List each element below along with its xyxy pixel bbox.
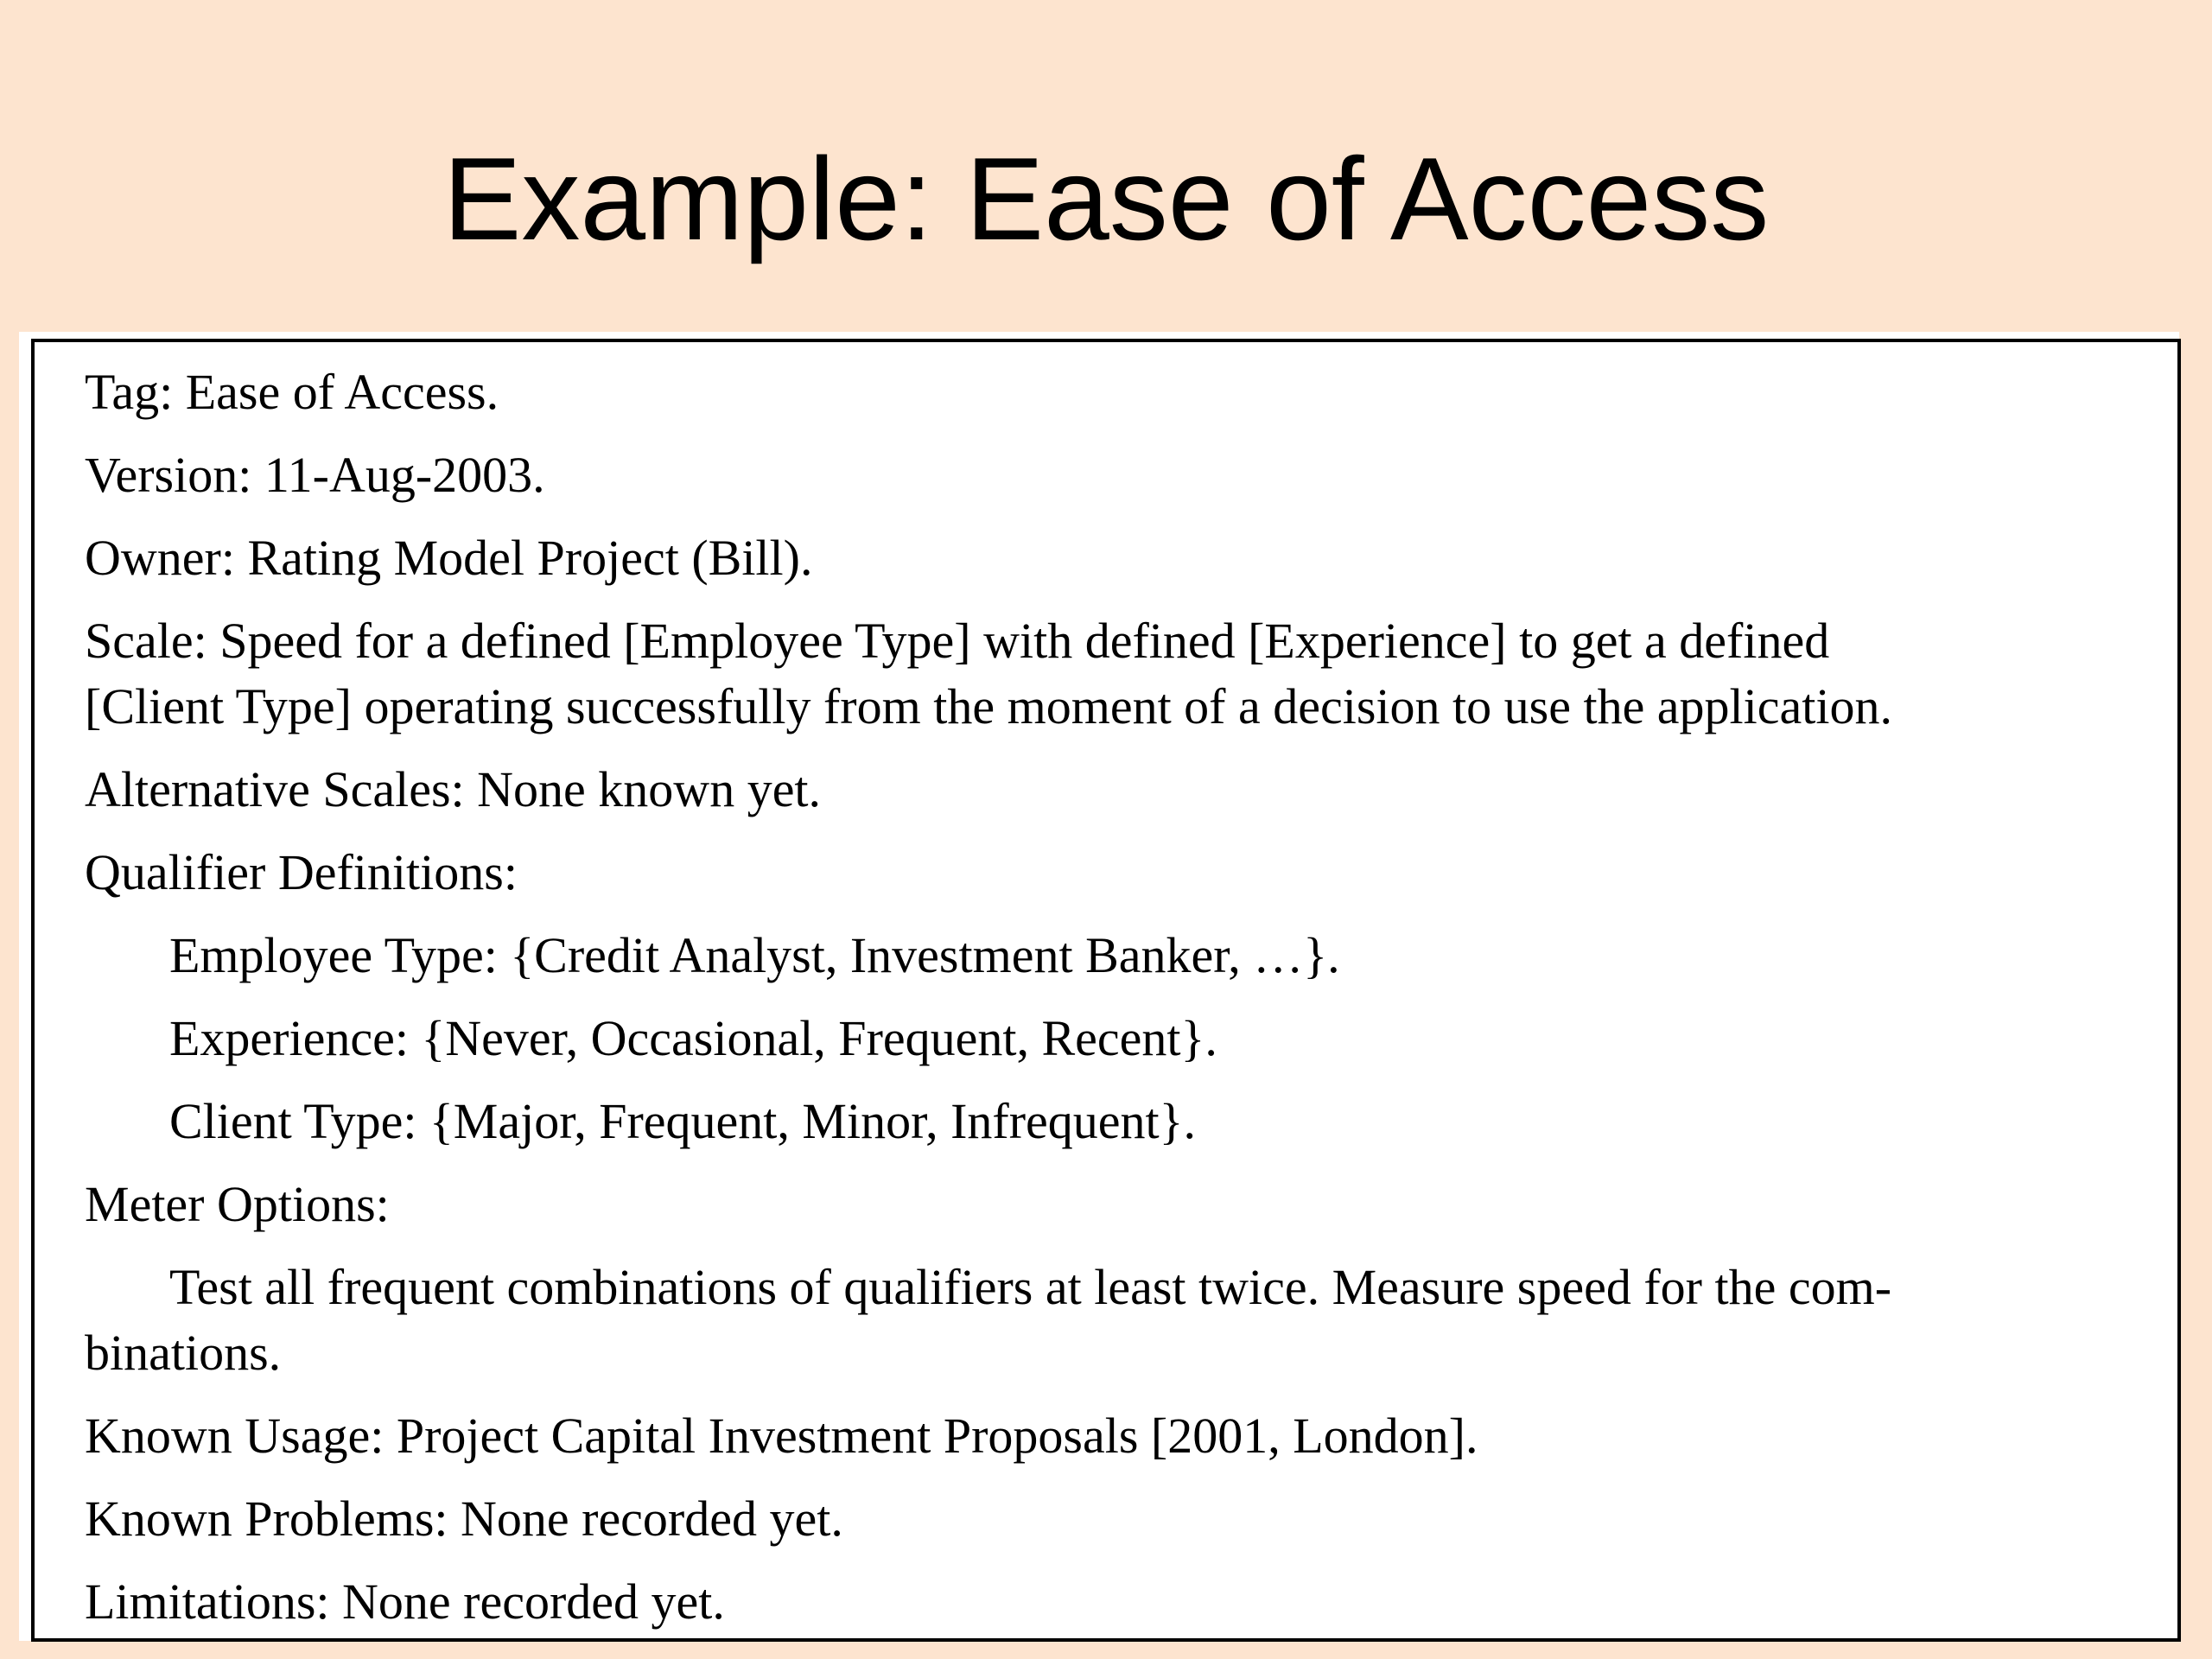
alternative-scales-line: Alternative Scales: None known yet. <box>85 761 822 817</box>
slide-title: Example: Ease of Access <box>442 133 1770 264</box>
owner-line: Owner: Rating Model Project (Bill). <box>85 530 813 586</box>
tag-line: Tag: Ease of Access. <box>85 364 499 420</box>
document-frame <box>31 339 2181 1642</box>
qualifier-definitions-heading: Qualifier Definitions: <box>85 844 518 900</box>
scale-line-2: [Client Type] operating successfully from the moment of a decision to use the application. <box>85 678 1892 734</box>
limitations-line: Limitations: None recorded yet. <box>85 1573 725 1630</box>
known-usage-line: Known Usage: Project Capital Investment Proposals [2001, London]. <box>85 1408 1478 1464</box>
meter-options-line-2: binations. <box>85 1325 282 1381</box>
experience-line: Experience: {Never, Occasional, Frequent, Recent}. <box>169 1010 1217 1066</box>
employee-type-line: Employee Type: {Credit Analyst, Investment Banker, …}. <box>169 927 1340 983</box>
meter-options-heading: Meter Options: <box>85 1176 390 1232</box>
version-line: Version: 11-Aug-2003. <box>85 447 545 503</box>
client-type-line: Client Type: {Major, Frequent, Minor, Infrequent}. <box>169 1093 1196 1149</box>
meter-options-line-1: Test all frequent combinations of qualifiers at least twice. Measure speed for the com- <box>169 1259 1892 1315</box>
scale-line-1: Scale: Speed for a defined [Employee Type] with defined [Experience] to get a defined <box>85 613 1830 669</box>
known-problems-line: Known Problems: None recorded yet. <box>85 1491 843 1547</box>
document-image <box>19 332 2179 1641</box>
